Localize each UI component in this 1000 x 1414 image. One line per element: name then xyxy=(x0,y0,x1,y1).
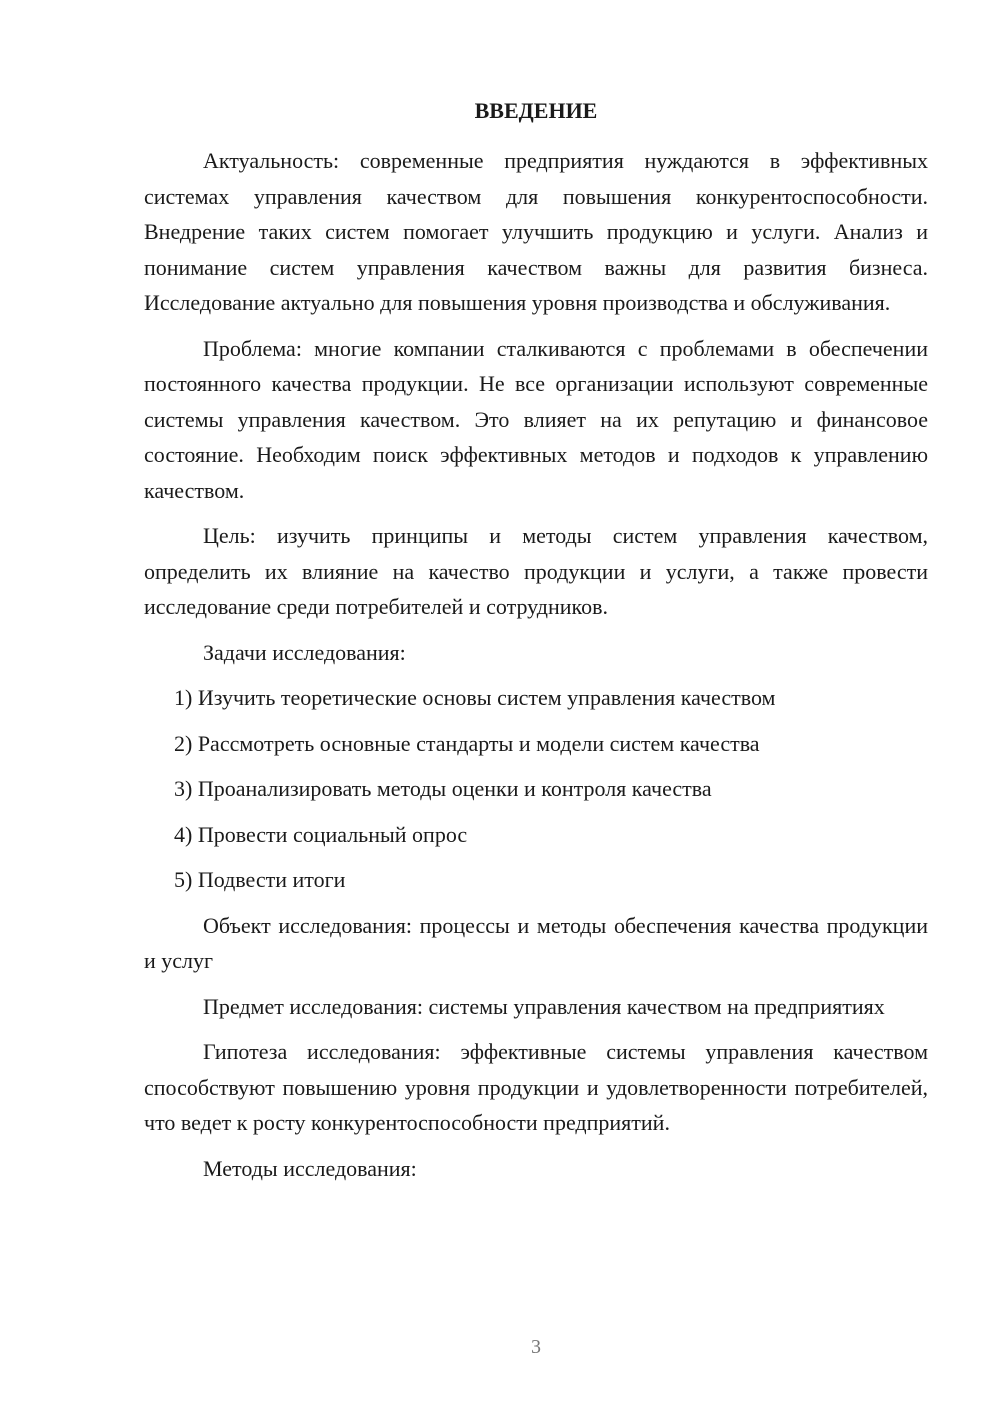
paragraph-goal: Цель: изучить принципы и методы систем управления качеством, определить их влияние на качество продукции и услуги, а также провести исследование среди потребителей и сотрудников. xyxy=(144,523,928,619)
paragraph-problem: Проблема: многие компании сталкиваются с проблемами в обеспечении постоянного качества продукции. Не все организации используют современные системы управления качеством. Это влияет на их репутацию и финансовое состояние. Необходим поиск эффективных методов и подходов к управлению качеством. xyxy=(144,335,928,503)
page-title: ВВЕДЕНИЕ xyxy=(474,98,598,123)
paragraph-hypothesis: Гипотеза исследования: эффективные системы управления качеством способствуют повышению уровня продукции и удовлетворенности потребителей, что ведет к росту конкурентоспособности предприятий. xyxy=(144,1039,928,1135)
methods-heading: Методы исследования: xyxy=(203,1155,417,1181)
paragraph-subject: Предмет исследования: системы управления качеством на предприятиях xyxy=(203,993,885,1019)
paragraph-object: Объект исследования: процессы и методы обеспечения качества продукции и услуг xyxy=(144,912,928,973)
task-item-3: 3) Проанализировать методы оценки и контроля качества xyxy=(174,776,712,801)
body-text xyxy=(144,143,928,1196)
task-item-2: 2) Рассмотреть основные стандарты и модели систем качества xyxy=(174,730,760,756)
task-item-1: 1) Изучить теоретические основы систем управления качеством xyxy=(174,685,776,710)
task-item-4: 4) Провести социальный опрос xyxy=(174,821,468,847)
paragraph-relevance: Актуальность: современные предприятия нуждаются в эффективных системах управления качеством для повышения конкурентоспособности. Внедрение таких систем помогает улучшить продукцию и услуги. Анализ и понимание систем управления качеством важны для развития бизнеса. Исследование актуально для повышения уровня производства и обслуживания. xyxy=(144,148,928,315)
tasks-heading: Задачи исследования: xyxy=(203,639,406,665)
page-number: 3 xyxy=(531,1336,541,1358)
task-item-5: 5) Подвести итоги xyxy=(174,867,346,892)
